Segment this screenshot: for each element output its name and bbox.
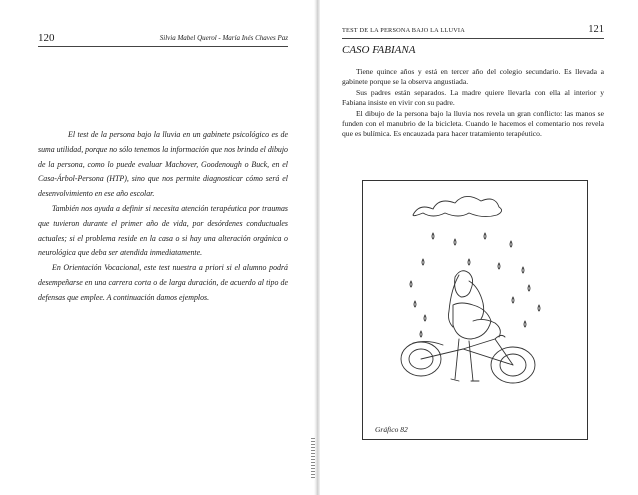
left-paragraph-2: También nos ayuda a definir si necesita atención terapéutica por traumas que tuvieron durante el primer año de vida, por desórdenes conductuales actuales; si el problema reside en la casa o si hay una alteración orgánica o neurológica que deba ser atendida inmediatamente. [38,203,288,258]
person-drawing [449,271,501,381]
right-paragraph-3: El dibujo de la persona bajo la lluvia nos revela un gran conflicto: las manos se funden con el manubrio de la bicicleta. Cuando le hacemos el comentario nos revela que es bulímica. Es encauzada para hacer tratamiento terapéutico. [342,108,604,139]
rain-drops [410,233,540,337]
right-page-number: 121 [588,24,604,35]
gutter-mark [311,438,315,480]
person-in-rain-drawing [363,181,587,439]
left-page-header [38,30,288,47]
drawing-figure [362,180,588,440]
right-running-head: TEST DE LA PERSONA BAJO LA LLUVIA [342,27,465,34]
left-running-head: Silvia Mabel Querol - María Inés Chaves Paz [159,34,288,42]
left-paragraph-1: El test de la persona bajo la lluvia en un gabinete psicológico es de suma utilidad, porque no sólo tenemos la información que nos brinda el dibujo de la persona, como lo puede evaluar Machover, Goodenough o Buck, en el Casa-Árbol-Persona (HTP), sino que nos permite diagnosticar cómo será el desenvolvimiento en ese año escolar. [38,130,288,199]
right-page-header [342,24,604,39]
left-page-body [38,128,288,306]
left-paragraph-3: En Orientación Vocacional, este test nuestra a priori si el alumno podrá desempeñarse en una carrera corta o de larga duración, de acuerdo al tipo de defensas que emplee. A continuación damos ejemplos. [38,263,288,302]
left-page [0,0,318,495]
cloud-drawing [413,196,502,216]
figure-caption: Gráfico 82 [375,425,408,434]
case-title: CASO FABIANA [342,44,416,56]
right-paragraph-1: Tiene quince años y está en tercer año del colegio secundario. Es llevada a gabinete porque se la observa angustiada. [342,67,604,87]
right-page [318,0,638,495]
right-paragraph-2: Sus padres están separados. La madre quiere llevarla con ella al interior y Fabiana insiste en vivir con su padre. [342,87,604,108]
bicycle-drawing [401,335,535,383]
left-page-number: 120 [38,32,55,44]
right-page-body [342,67,604,140]
